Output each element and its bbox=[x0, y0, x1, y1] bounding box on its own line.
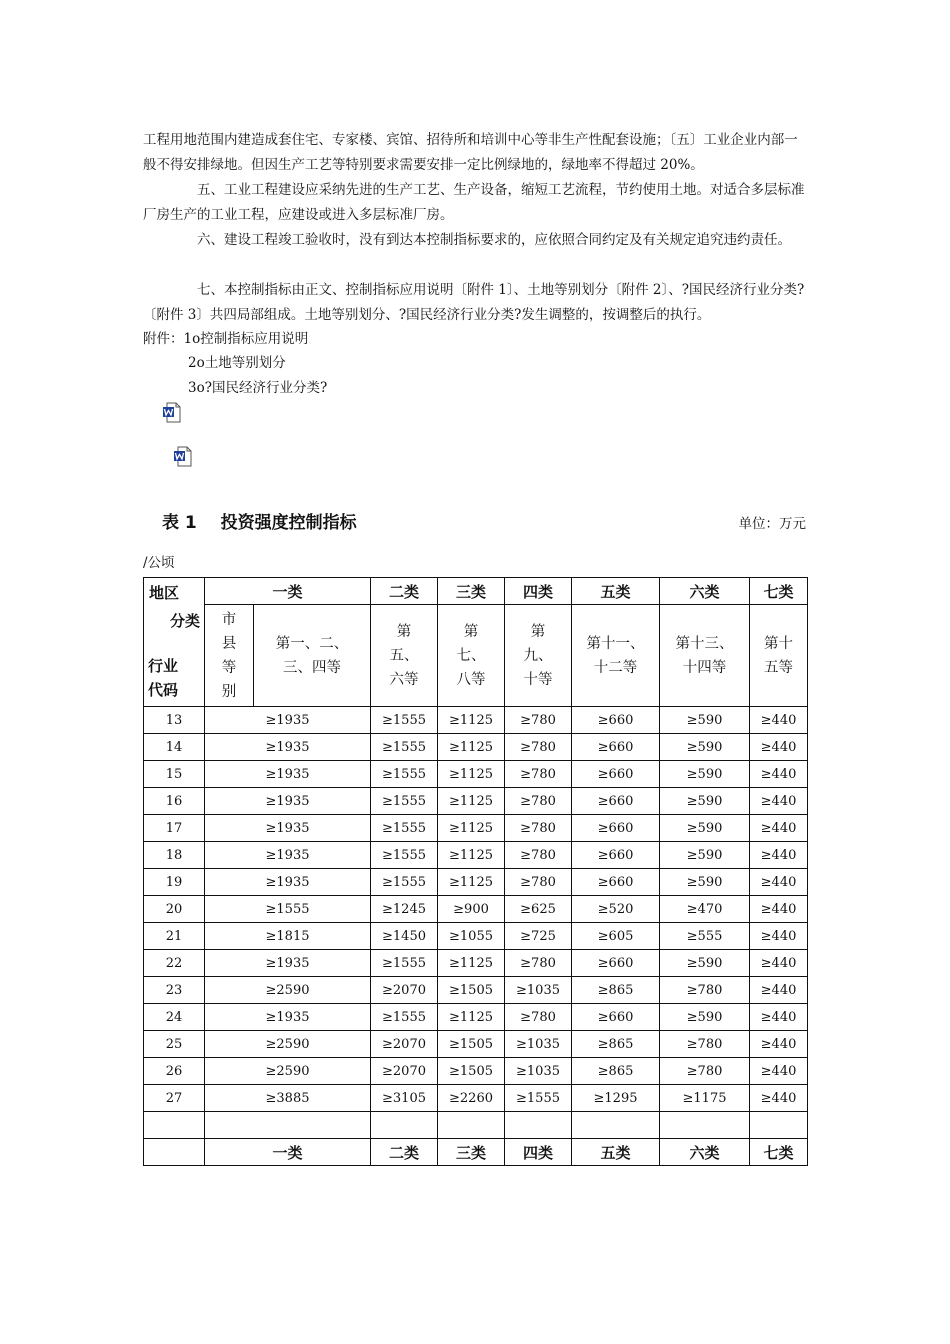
corner-category-label: 分类 bbox=[170, 612, 201, 630]
value-cell: ≥1125 bbox=[438, 1004, 505, 1031]
value-cell: ≥1245 bbox=[371, 896, 438, 923]
value-cell: ≥660 bbox=[572, 761, 660, 788]
table-row bbox=[144, 734, 808, 761]
value-cell: ≥1935 bbox=[205, 842, 371, 869]
value-cell: ≥590 bbox=[660, 788, 750, 815]
value-cell: ≥660 bbox=[572, 788, 660, 815]
grade-header: 第 九、 十等 bbox=[505, 605, 572, 707]
value-cell: ≥1505 bbox=[438, 1058, 505, 1085]
value-cell: ≥1035 bbox=[505, 1058, 572, 1085]
grade-header: 第 五、 六等 bbox=[371, 605, 438, 707]
table-row bbox=[144, 977, 808, 1004]
value-cell: ≥1555 bbox=[371, 707, 438, 734]
class-footer: 一类 bbox=[205, 1139, 371, 1166]
class-header: 七类 bbox=[750, 578, 808, 605]
value-cell: ≥590 bbox=[660, 734, 750, 761]
value-cell: ≥590 bbox=[660, 707, 750, 734]
value-cell: ≥660 bbox=[572, 707, 660, 734]
table-row bbox=[144, 1058, 808, 1085]
value-cell: ≥865 bbox=[572, 1058, 660, 1085]
corner-industry-code-label: 行业 代码 bbox=[148, 657, 179, 699]
value-cell: ≥1935 bbox=[205, 869, 371, 896]
value-cell: ≥440 bbox=[750, 869, 808, 896]
value-cell: ≥1555 bbox=[371, 950, 438, 977]
value-cell: ≥660 bbox=[572, 950, 660, 977]
value-cell: ≥1935 bbox=[205, 707, 371, 734]
empty-cell bbox=[144, 1139, 205, 1166]
value-cell: ≥780 bbox=[505, 761, 572, 788]
value-cell: ≥780 bbox=[505, 815, 572, 842]
industry-code-cell: 22 bbox=[144, 950, 205, 977]
industry-code-cell: 24 bbox=[144, 1004, 205, 1031]
value-cell: ≥1125 bbox=[438, 950, 505, 977]
class-footer: 七类 bbox=[750, 1139, 808, 1166]
value-cell: ≥1555 bbox=[371, 842, 438, 869]
class-header: 五类 bbox=[572, 578, 660, 605]
empty-cell bbox=[144, 1112, 205, 1139]
table-name: 投资强度控制指标 bbox=[220, 513, 357, 533]
value-cell: ≥780 bbox=[660, 1058, 750, 1085]
value-cell: ≥3885 bbox=[205, 1085, 371, 1112]
class-header: 三类 bbox=[438, 578, 505, 605]
class-footer: 四类 bbox=[505, 1139, 572, 1166]
value-cell: ≥2590 bbox=[205, 977, 371, 1004]
grade-header: 第一、二、 三、四等 bbox=[254, 605, 371, 707]
table-row bbox=[144, 923, 808, 950]
value-cell: ≥1125 bbox=[438, 707, 505, 734]
value-cell: ≥440 bbox=[750, 761, 808, 788]
value-cell: ≥1505 bbox=[438, 977, 505, 1004]
value-cell: ≥660 bbox=[572, 869, 660, 896]
empty-cell bbox=[660, 1112, 750, 1139]
value-cell: ≥780 bbox=[505, 734, 572, 761]
value-cell: ≥440 bbox=[750, 815, 808, 842]
word-document-icon[interactable] bbox=[162, 402, 182, 424]
class-header-row bbox=[144, 578, 808, 605]
industry-code-cell: 16 bbox=[144, 788, 205, 815]
value-cell: ≥1450 bbox=[371, 923, 438, 950]
value-cell: ≥1935 bbox=[205, 950, 371, 977]
table-row bbox=[144, 950, 808, 977]
empty-cell bbox=[371, 1112, 438, 1139]
table-row bbox=[144, 788, 808, 815]
empty-cell bbox=[572, 1112, 660, 1139]
paragraph-green-space: 工程用地范围内建造成套住宅、专家楼、宾馆、招待所和培训中心等非生产性配套设施；〔五〕工业企业内部一般不得安排绿地。但因生产工艺等特别要求需要安排一定比例绿地的，绿地率不得超过 20%。 bbox=[143, 132, 798, 173]
value-cell: ≥660 bbox=[572, 842, 660, 869]
table-title bbox=[162, 508, 357, 533]
value-cell: ≥1125 bbox=[438, 842, 505, 869]
value-cell: ≥440 bbox=[750, 1004, 808, 1031]
value-cell: ≥1035 bbox=[505, 977, 572, 1004]
value-cell: ≥1505 bbox=[438, 1031, 505, 1058]
value-cell: ≥2590 bbox=[205, 1058, 371, 1085]
value-cell: ≥605 bbox=[572, 923, 660, 950]
table-row bbox=[144, 1004, 808, 1031]
value-cell: ≥590 bbox=[660, 842, 750, 869]
value-cell: ≥440 bbox=[750, 788, 808, 815]
class-footer: 二类 bbox=[371, 1139, 438, 1166]
industry-code-cell: 21 bbox=[144, 923, 205, 950]
value-cell: ≥590 bbox=[660, 815, 750, 842]
value-cell: ≥1125 bbox=[438, 788, 505, 815]
value-cell: ≥780 bbox=[505, 1004, 572, 1031]
value-cell: ≥440 bbox=[750, 1031, 808, 1058]
class-footer: 三类 bbox=[438, 1139, 505, 1166]
table-unit: 单位：万元 bbox=[738, 516, 806, 532]
class-header: 一类 bbox=[205, 578, 371, 605]
value-cell: ≥1175 bbox=[660, 1085, 750, 1112]
table-row bbox=[144, 761, 808, 788]
grade-header: 第十三、 十四等 bbox=[660, 605, 750, 707]
value-cell: ≥1555 bbox=[371, 734, 438, 761]
attachments-label: 附件：1o控制指标应用说明 bbox=[143, 331, 309, 347]
value-cell: ≥1935 bbox=[205, 1004, 371, 1031]
paragraph-item-five: 五、工业工程建设应采纳先进的生产工艺、生产设备，缩短工艺流程，节约使用土地。对适合多层标准厂房生产的工业工程，应建设或进入多层标准厂房。 bbox=[143, 182, 805, 223]
industry-code-cell: 18 bbox=[144, 842, 205, 869]
value-cell: ≥2590 bbox=[205, 1031, 371, 1058]
value-cell: ≥1935 bbox=[205, 788, 371, 815]
table-row bbox=[144, 1085, 808, 1112]
value-cell: ≥1125 bbox=[438, 869, 505, 896]
value-cell: ≥440 bbox=[750, 977, 808, 1004]
value-cell: ≥625 bbox=[505, 896, 572, 923]
value-cell: ≥470 bbox=[660, 896, 750, 923]
value-cell: ≥1935 bbox=[205, 761, 371, 788]
value-cell: ≥1295 bbox=[572, 1085, 660, 1112]
class-footer: 五类 bbox=[572, 1139, 660, 1166]
value-cell: ≥590 bbox=[660, 950, 750, 977]
corner-header-cell bbox=[144, 578, 205, 707]
value-cell: ≥590 bbox=[660, 761, 750, 788]
value-cell: ≥1935 bbox=[205, 734, 371, 761]
value-cell: ≥725 bbox=[505, 923, 572, 950]
class-header: 六类 bbox=[660, 578, 750, 605]
value-cell: ≥520 bbox=[572, 896, 660, 923]
industry-code-cell: 13 bbox=[144, 707, 205, 734]
value-cell: ≥440 bbox=[750, 1058, 808, 1085]
value-cell: ≥780 bbox=[660, 977, 750, 1004]
value-cell: ≥440 bbox=[750, 896, 808, 923]
value-cell: ≥1555 bbox=[371, 1004, 438, 1031]
class-header: 二类 bbox=[371, 578, 438, 605]
grade-header-row bbox=[144, 605, 808, 707]
empty-cell bbox=[205, 1112, 371, 1139]
grade-header: 第十一、 十二等 bbox=[572, 605, 660, 707]
table-unit-continued: /公顷 bbox=[143, 555, 175, 571]
attachment-item-3: 3o?国民经济行业分类? bbox=[188, 380, 328, 396]
value-cell: ≥1035 bbox=[505, 1031, 572, 1058]
value-cell: ≥1555 bbox=[371, 788, 438, 815]
class-header: 四类 bbox=[505, 578, 572, 605]
value-cell: ≥555 bbox=[660, 923, 750, 950]
value-cell: ≥780 bbox=[505, 950, 572, 977]
industry-code-cell: 23 bbox=[144, 977, 205, 1004]
value-cell: ≥1815 bbox=[205, 923, 371, 950]
value-cell: ≥440 bbox=[750, 923, 808, 950]
industry-code-cell: 19 bbox=[144, 869, 205, 896]
value-cell: ≥865 bbox=[572, 1031, 660, 1058]
value-cell: ≥3105 bbox=[371, 1085, 438, 1112]
class-footer: 六类 bbox=[660, 1139, 750, 1166]
value-cell: ≥1055 bbox=[438, 923, 505, 950]
empty-cell bbox=[505, 1112, 572, 1139]
table-row bbox=[144, 1031, 808, 1058]
empty-cell bbox=[750, 1112, 808, 1139]
value-cell: ≥660 bbox=[572, 815, 660, 842]
value-cell: ≥590 bbox=[660, 1004, 750, 1031]
value-cell: ≥2070 bbox=[371, 1031, 438, 1058]
value-cell: ≥780 bbox=[505, 842, 572, 869]
table-row bbox=[144, 842, 808, 869]
value-cell: ≥660 bbox=[572, 1004, 660, 1031]
value-cell: ≥1555 bbox=[371, 869, 438, 896]
grade-header: 第 七、 八等 bbox=[438, 605, 505, 707]
value-cell: ≥1125 bbox=[438, 815, 505, 842]
empty-row bbox=[144, 1112, 808, 1139]
value-cell: ≥1125 bbox=[438, 761, 505, 788]
industry-code-cell: 15 bbox=[144, 761, 205, 788]
industry-code-cell: 17 bbox=[144, 815, 205, 842]
grade-header: 第十 五等 bbox=[750, 605, 808, 707]
value-cell: ≥590 bbox=[660, 869, 750, 896]
attachment-item-2: 2o土地等别划分 bbox=[188, 355, 286, 371]
value-cell: ≥780 bbox=[505, 869, 572, 896]
value-cell: ≥2070 bbox=[371, 1058, 438, 1085]
value-cell: ≥1555 bbox=[371, 761, 438, 788]
paragraph-item-seven: 七、本控制指标由正文、控制指标应用说明〔附件 1〕、土地等别划分〔附件 2〕、?国民经济行业分类?〔附件 3〕共四局部组成。土地等别划分、?国民经济行业分类?发生调整的，按调整后的执行。 bbox=[143, 282, 805, 323]
empty-cell bbox=[438, 1112, 505, 1139]
industry-code-cell: 14 bbox=[144, 734, 205, 761]
industry-code-cell: 26 bbox=[144, 1058, 205, 1085]
value-cell: ≥440 bbox=[750, 707, 808, 734]
value-cell: ≥1125 bbox=[438, 734, 505, 761]
value-cell: ≥1555 bbox=[371, 815, 438, 842]
value-cell: ≥1935 bbox=[205, 815, 371, 842]
value-cell: ≥1555 bbox=[505, 1085, 572, 1112]
value-cell: ≥440 bbox=[750, 842, 808, 869]
value-cell: ≥780 bbox=[505, 707, 572, 734]
county-grade-label: 市 县 等 别 bbox=[205, 605, 254, 707]
value-cell: ≥2260 bbox=[438, 1085, 505, 1112]
class-footer-row bbox=[144, 1139, 808, 1166]
value-cell: ≥780 bbox=[505, 788, 572, 815]
value-cell: ≥1555 bbox=[205, 896, 371, 923]
value-cell: ≥440 bbox=[750, 950, 808, 977]
word-document-icon[interactable] bbox=[173, 446, 193, 468]
industry-code-cell: 25 bbox=[144, 1031, 205, 1058]
investment-intensity-table bbox=[143, 577, 808, 1166]
table-row bbox=[144, 869, 808, 896]
value-cell: ≥2070 bbox=[371, 977, 438, 1004]
paragraph-item-six: 六、建设工程竣工验收时，没有到达本控制指标要求的，应依照合同约定及有关规定追究违约责任。 bbox=[197, 232, 791, 248]
value-cell: ≥660 bbox=[572, 734, 660, 761]
corner-region-label: 地区 bbox=[149, 584, 180, 602]
table-row bbox=[144, 707, 808, 734]
value-cell: ≥900 bbox=[438, 896, 505, 923]
value-cell: ≥440 bbox=[750, 734, 808, 761]
table-row bbox=[144, 815, 808, 842]
value-cell: ≥780 bbox=[660, 1031, 750, 1058]
industry-code-cell: 20 bbox=[144, 896, 205, 923]
industry-code-cell: 27 bbox=[144, 1085, 205, 1112]
value-cell: ≥865 bbox=[572, 977, 660, 1004]
table-number: 表 1 bbox=[162, 513, 197, 533]
value-cell: ≥440 bbox=[750, 1085, 808, 1112]
table-row bbox=[144, 896, 808, 923]
